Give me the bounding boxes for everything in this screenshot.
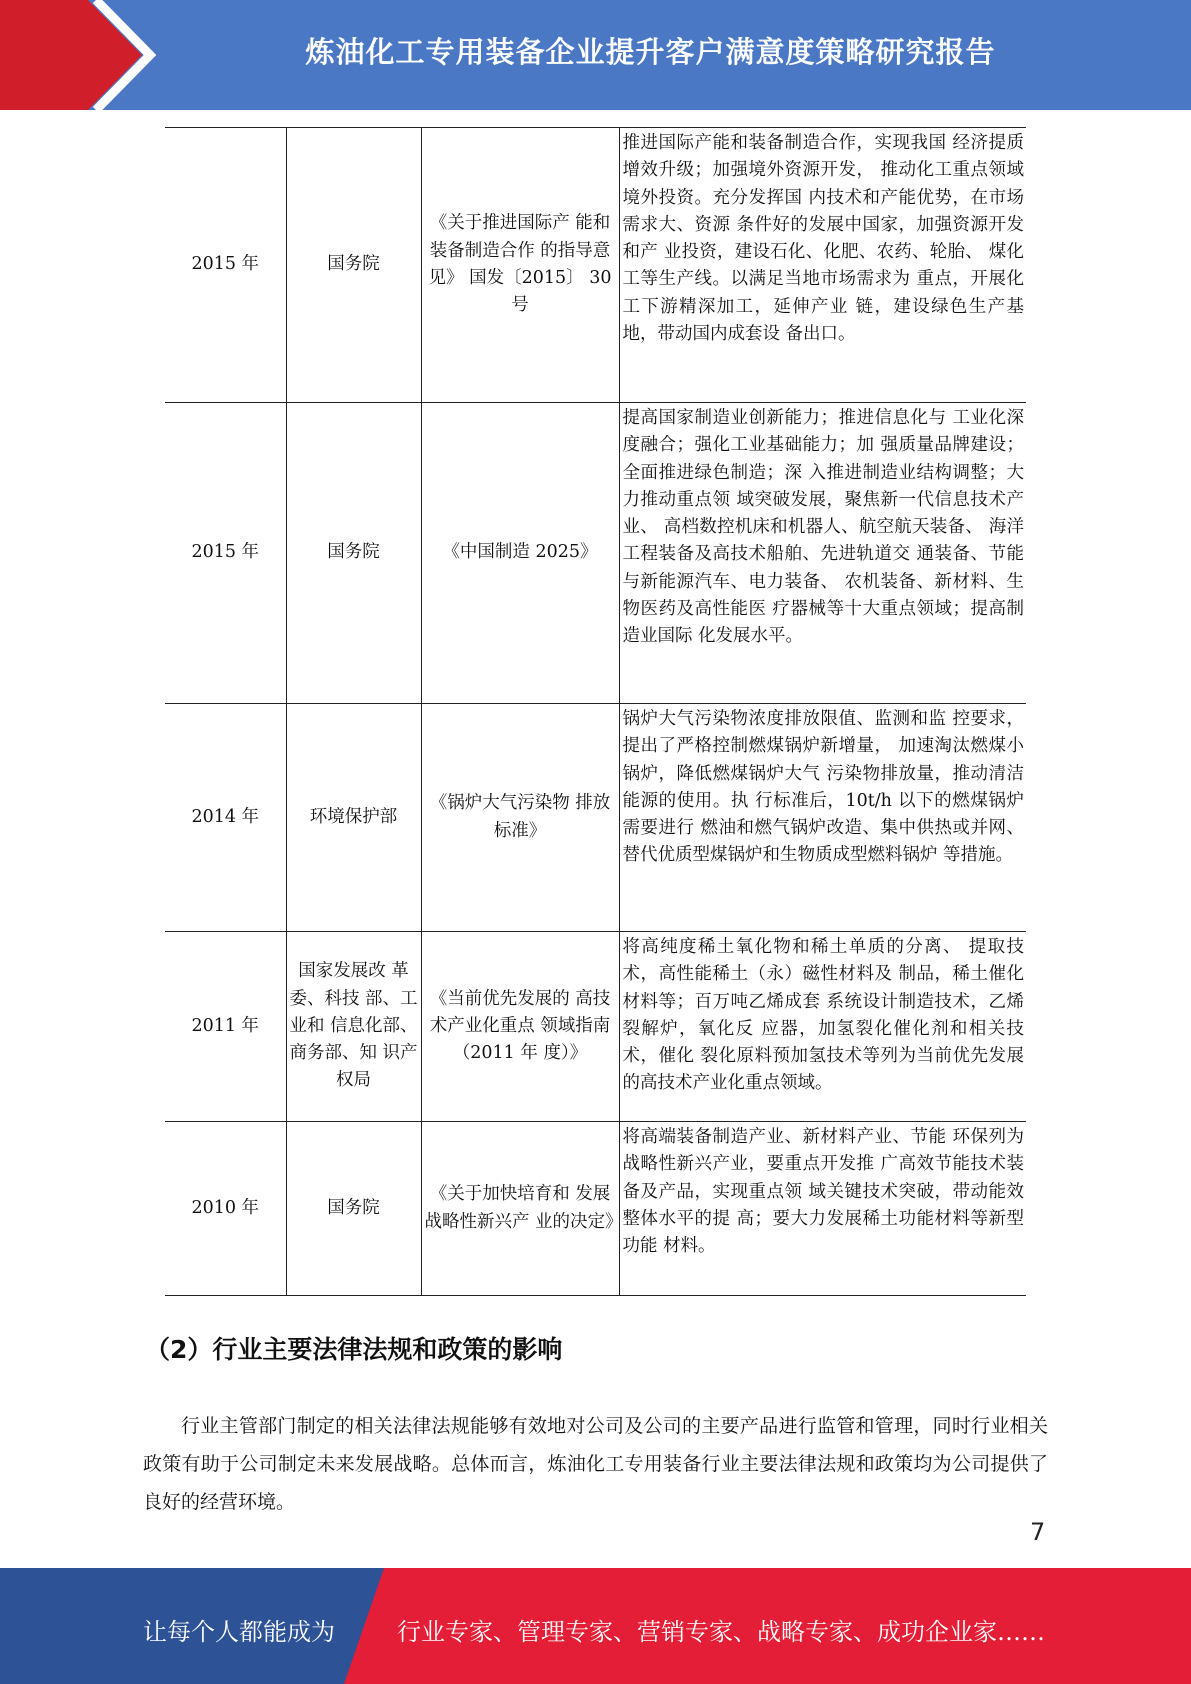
footer-slogan-left: 让每个人都能成为 bbox=[143, 1618, 335, 1646]
year-cell: 2010 年 bbox=[165, 1122, 286, 1296]
content-cell: 推进国际产能和装备制造合作，实现我国 经济提质增效升级；加强境外资源开发， 推动化工重点领域境外投资。充分发挥国 内技术和产能优势，在市场需求大、资源 条件好的发展中国家，加强资源开发和产 业投资，建设石化、化肥、农药、轮胎、 煤化工等生产线。以满足当地市场需求为 重点，开展化工下游精深加工，延伸产业 链，建设绿色生产基地，带动国内成套设 备出口。 bbox=[619, 128, 1026, 403]
department-cell: 国务院 bbox=[286, 128, 421, 403]
page-header bbox=[0, 0, 1191, 110]
department-cell: 国务院 bbox=[286, 1122, 421, 1296]
table-row bbox=[165, 403, 1026, 704]
page-footer bbox=[0, 1568, 1191, 1684]
year-cell: 2014 年 bbox=[165, 704, 286, 932]
document-cell: 《关于加快培育和 发展战略性新兴产 业的决定》 bbox=[421, 1122, 619, 1296]
table-row bbox=[165, 932, 1026, 1122]
content-cell: 锅炉大气污染物浓度排放限值、监测和监 控要求，提出了严格控制燃煤锅炉新增量， 加速淘汰燃煤小锅炉，降低燃煤锅炉大气 污染物排放量，推动清洁能源的使用。执 行标准后，10t/h 以下的燃煤锅炉需要进行 燃油和燃气锅炉改造、集中供热或并网、 替代优质型煤锅炉和生物质成型燃料锅炉 等措施。 bbox=[619, 704, 1026, 932]
year-cell: 2015 年 bbox=[165, 128, 286, 403]
content-cell: 将高端装备制造产业、新材料产业、节能 环保列为战略性新兴产业，要重点开发推 广高效节能技术装备及产品，实现重点领 域关键技术突破，带动能效整体水平的提 高；要大力发展稀土功能材料等新型功能 材料。 bbox=[619, 1122, 1026, 1296]
policy-table bbox=[165, 127, 1026, 1296]
year-cell: 2011 年 bbox=[165, 932, 286, 1122]
document-cell: 《关于推进国际产 能和装备制造合作 的指导意见》 国发〔2015〕 30 号 bbox=[421, 128, 619, 403]
document-cell: 《中国制造 2025》 bbox=[421, 403, 619, 704]
department-cell: 环境保护部 bbox=[286, 704, 421, 932]
report-title: 炼油化工专用装备企业提升客户满意度策略研究报告 bbox=[305, 35, 996, 69]
table-row bbox=[165, 1122, 1026, 1296]
document-cell: 《当前优先发展的 高技术产业化重点 领域指南（2011 年 度）》 bbox=[421, 932, 619, 1122]
page-number: 7 bbox=[1030, 1518, 1046, 1546]
content-cell: 提高国家制造业创新能力；推进信息化与 工业化深度融合；强化工业基础能力；加 强质量品牌建设；全面推进绿色制造；深 入推进制造业结构调整；大力推动重点领 域突破发展，聚焦新一代信息技术产业、 高档数控机床和机器人、航空航天装备、 海洋工程装备及高技术船舶、先进轨道交 通装备、节能与新能源汽车、电力装备、 农机装备、新材料、生物医药及高性能医 疗器械等十大重点领域；提高制造业国际 化发展水平。 bbox=[619, 403, 1026, 704]
document-cell: 《锅炉大气污染物 排放标准》 bbox=[421, 704, 619, 932]
content-cell: 将高纯度稀土氧化物和稀土单质的分离、 提取技术，高性能稀土（永）磁性材料及 制品，稀土催化材料等；百万吨乙烯成套 系统设计制造技术，乙烯裂解炉，氧化反 应器，加氢裂化催化剂和相关技术，催化 裂化原料预加氢技术等列为当前优先发展 的高技术产业化重点领域。 bbox=[619, 932, 1026, 1122]
year-cell: 2015 年 bbox=[165, 403, 286, 704]
department-cell: 国家发展改 革委、科技 部、工业和 信息化部、 商务部、知 识产权局 bbox=[286, 932, 421, 1122]
table-row bbox=[165, 128, 1026, 403]
footer-slogan-right: 行业专家、管理专家、营销专家、战略专家、成功企业家…… bbox=[397, 1618, 1045, 1646]
table-row bbox=[165, 704, 1026, 932]
department-cell: 国务院 bbox=[286, 403, 421, 704]
body-paragraph: 行业主管部门制定的相关法律法规能够有效地对公司及公司的主要产品进行监管和管理，同时行业相关政策有助于公司制定未来发展战略。总体而言，炼油化工专用装备行业主要法律法规和政策均为公司提供了良好的经营环境。 bbox=[143, 1415, 1048, 1513]
section-heading: （2）行业主要法律法规和政策的影响 bbox=[145, 1335, 563, 1364]
